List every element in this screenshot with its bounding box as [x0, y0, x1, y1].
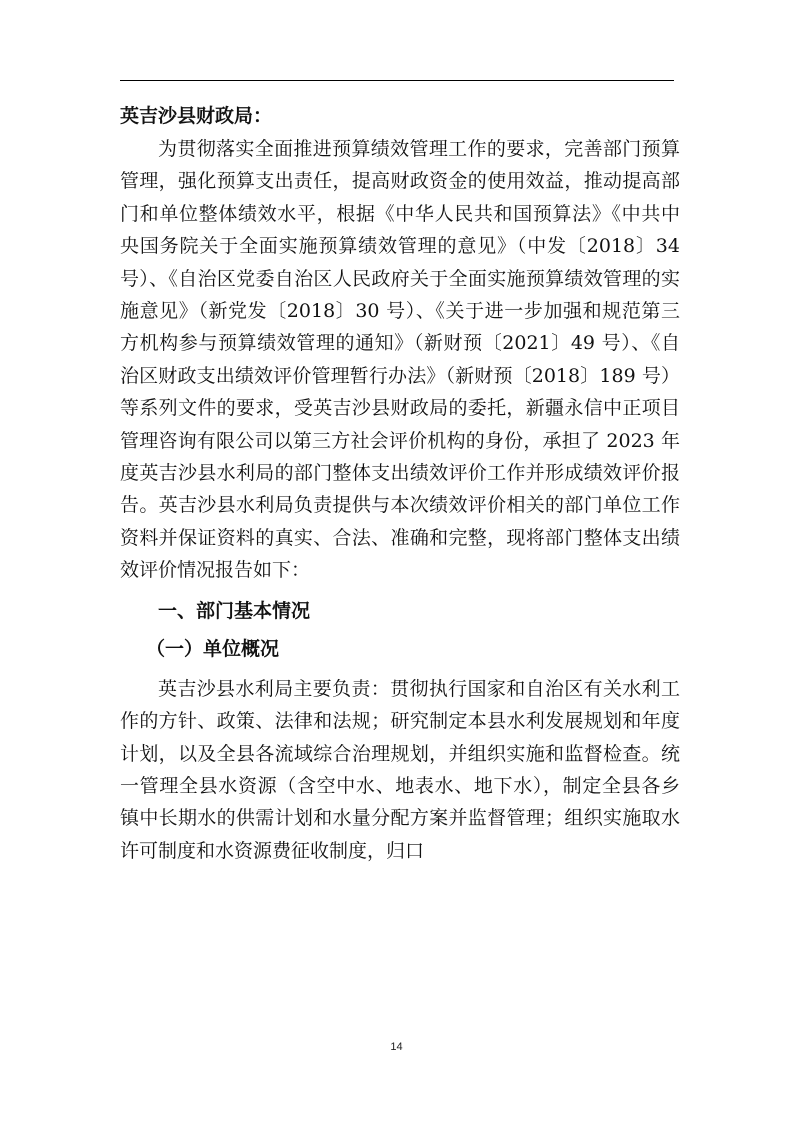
unit-overview-paragraph: 英吉沙县水利局主要负责：贯彻执行国家和自治区有关水利工作的方针、政策、法律和法规；研究制定本县水利发展规划和年度计划，以及全县各流域综合治理规划，并组织实施和监督检查。统一管理全县水资源（含空中水、地表水、地下水），制定全县各乡镇中长期水的供需计划和水量分配方案并监督管理；组织实施取水许可制度和水资源费征收制度，归口: [120, 677, 680, 862]
intro-paragraph: 为贯彻落实全面推进预算绩效管理工作的要求，完善部门预算管理，强化预算支出责任，提高财政资金的使用效益，推动提高部门和单位整体绩效水平，根据《中华人民共和国预算法》《中共中央国务院关于全面实施预算绩效管理的意见》（中发〔2018〕34 号）、《自治区党委自治区人民政府关于全面实施预算绩效管理的实施意见》（新党发〔2018〕30 号）、《关于进一步加强和规范第三方机构参与预算绩效管理的通知》（新财预〔2021〕49 号）、《自治区财政支出绩效评价管理暂行办法》（新财预〔2018〕189 号）等系列文件的要求，受英吉沙县财政局的委托，新疆永信中正项目管理咨询有限公司以第三方社会评价机构的身份，承担了 2023 年度英吉沙县水利局的部门整体支出绩效评价工作并形成绩效评价报告。英吉沙县水利局负责提供与本次绩效评价相关的部门单位工作资料并保证资料的真实、合法、准确和完整，现将部门整体支出绩效评价情况报告如下：: [120, 138, 680, 582]
subsection-heading: （一）单位概况: [146, 637, 280, 660]
section-heading: 一、部门基本情况: [158, 599, 311, 622]
header-rule: [120, 80, 674, 81]
addressee: 英吉沙县财政局：: [120, 105, 273, 127]
page-number: 14: [390, 1041, 403, 1053]
document-body: [120, 100, 680, 867]
